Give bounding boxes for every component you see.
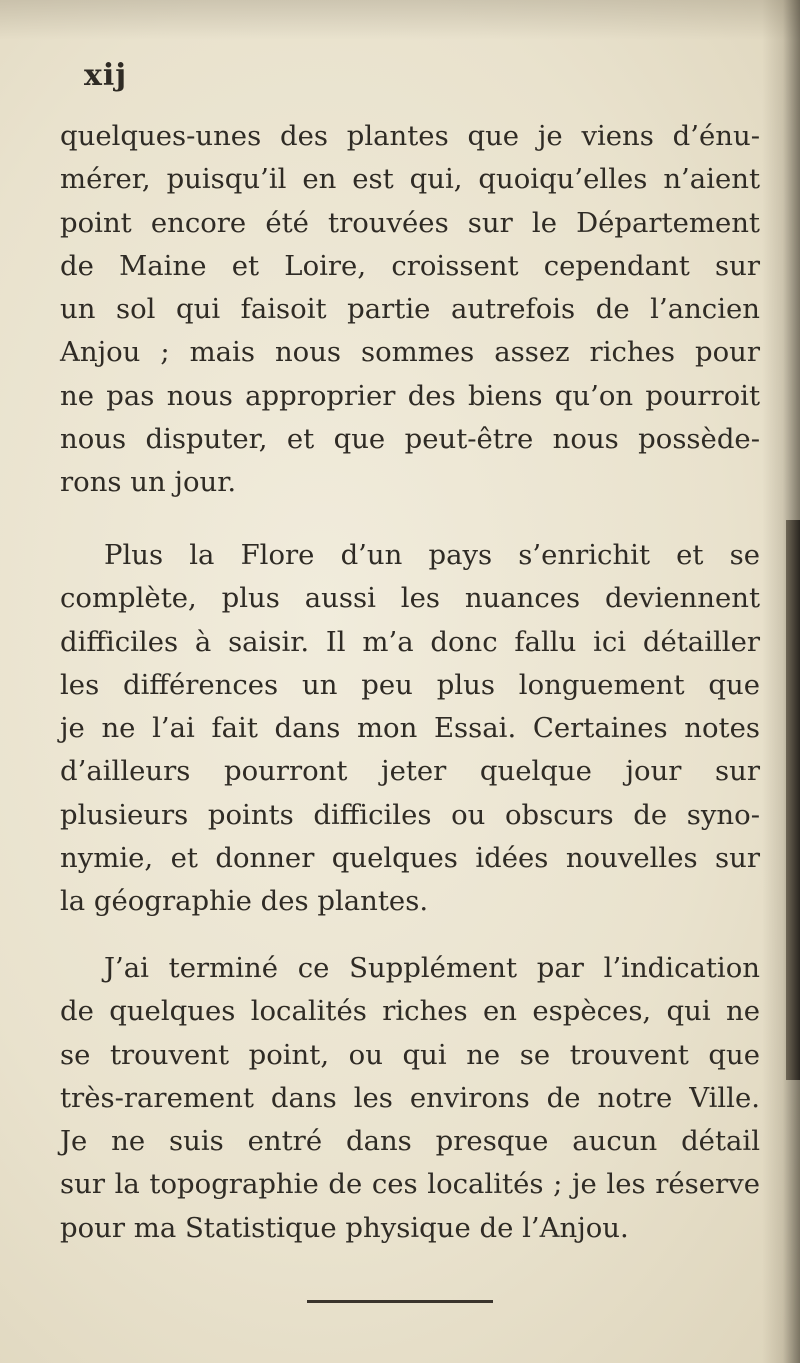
- paragraph-line: Anjou ; mais nous sommes assez riches pour: [60, 336, 760, 369]
- paragraph-1: [60, 115, 760, 505]
- paragraph-2: [60, 534, 760, 924]
- paragraph-line: les différences un peu plus longuement que: [60, 668, 760, 701]
- top-shadow: [0, 0, 800, 40]
- paragraph-line: de Maine et Loire, croissent cependant sur: [60, 249, 760, 282]
- paragraph-line: rons un jour.: [60, 466, 237, 499]
- paragraph-line: difficiles à saisir. Il m’a donc fallu ici détailler: [60, 625, 760, 658]
- paragraph-line: ne pas nous approprier des biens qu’on pourroit: [60, 379, 760, 412]
- paragraph-line: Je ne suis entré dans presque aucun détail: [60, 1125, 760, 1158]
- paragraph-line: très-rarement dans les environs de notre Ville.: [60, 1081, 760, 1114]
- paragraph-line: plusieurs points difficiles ou obscurs de syno-: [60, 798, 760, 831]
- paragraph-line: J’ai terminé ce Supplément par l’indication: [104, 952, 760, 984]
- paragraph-line: je ne l’ai fait dans mon Essai. Certaines notes: [60, 712, 760, 745]
- paragraph-line: un sol qui faisoit partie autrefois de l’ancien: [60, 293, 760, 326]
- paragraph-line: nous disputer, et que peut-être nous possède-: [60, 423, 760, 456]
- paragraph-line: pour ma Statistique physique de l’Anjou.: [60, 1211, 629, 1244]
- paragraph-line: se trouvent point, ou qui ne se trouvent que: [60, 1038, 760, 1071]
- paragraph-line: complète, plus aussi les nuances deviennent: [60, 582, 760, 615]
- paragraph-line: mérer, puisqu’il en est qui, quoiqu’elles n’aient: [60, 163, 760, 196]
- section-divider-rule: [307, 1300, 493, 1303]
- paragraph-line: nymie, et donner quelques idées nouvelles sur: [60, 842, 760, 875]
- page-number: xij: [84, 58, 128, 93]
- paragraph-line: de quelques localités riches en espèces, qui ne: [60, 995, 760, 1028]
- page-edge: [786, 520, 800, 1080]
- paragraph-3: [60, 947, 760, 1250]
- paragraph-line: d’ailleurs pourront jeter quelque jour sur: [60, 755, 760, 788]
- paragraph-line: point encore été trouvées sur le Département: [60, 206, 760, 239]
- paragraph-line: quelques-unes des plantes que je viens d’énu-: [60, 120, 760, 152]
- paragraph-line: sur la topographie de ces localités ; je les réserve: [60, 1168, 760, 1201]
- paragraph-line: Plus la Flore d’un pays s’enrichit et se: [104, 539, 760, 571]
- paragraph-line: la géographie des plantes.: [60, 885, 429, 918]
